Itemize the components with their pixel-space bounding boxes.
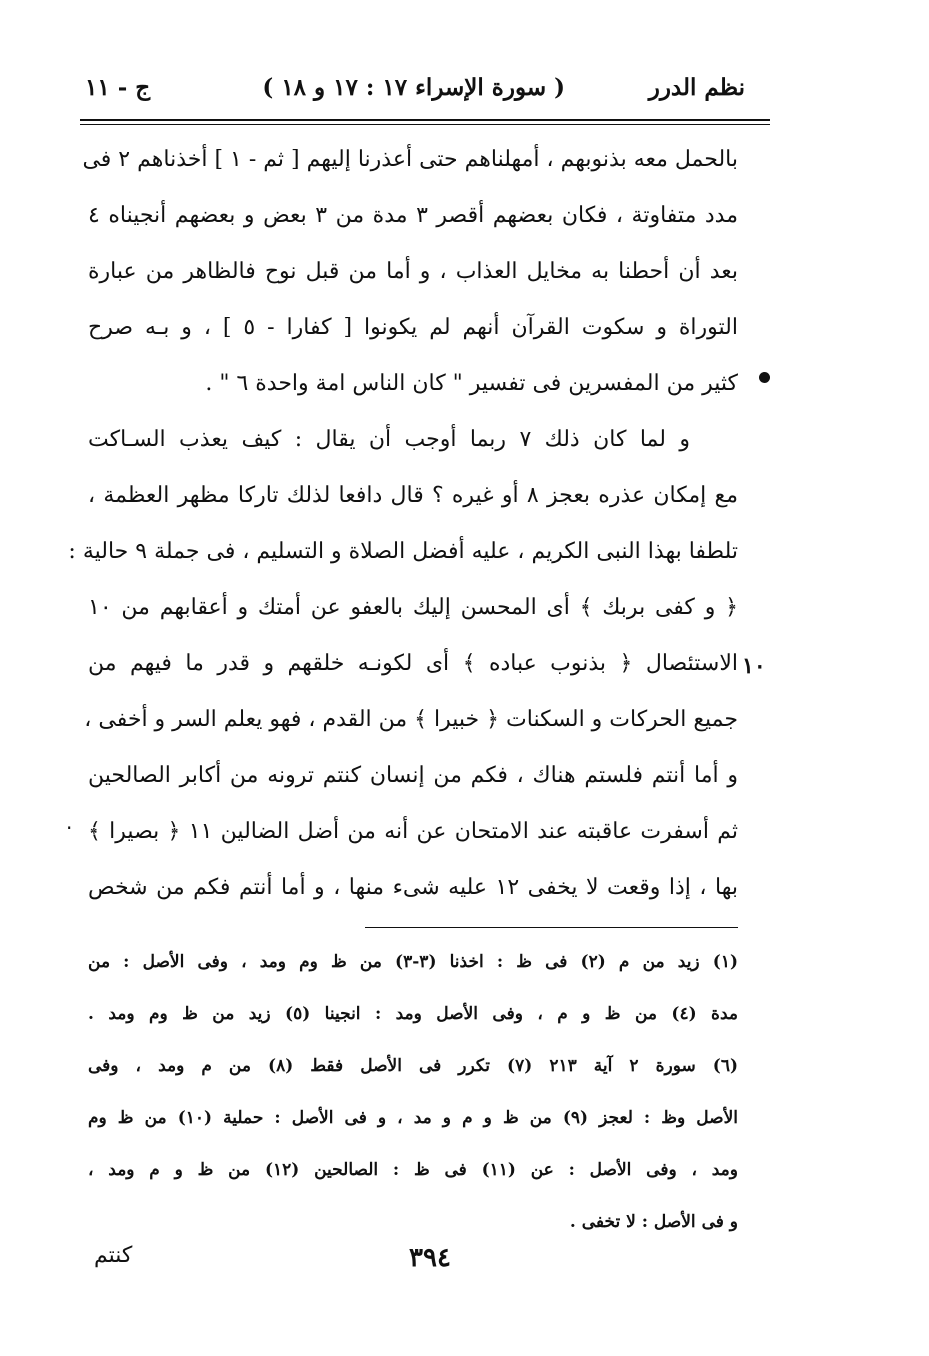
text-line: بالحمل معه بذنوبهم ، أمهلناهم حتى أعذرنا إليهم [ ثم - ١ ] أخذناهم ٢ فى <box>82 147 738 172</box>
text-line: بها ، إذا وقعت لا يخفى ١٢ عليه شىء منها ، و أما أنتم فكم من شخص <box>88 875 738 900</box>
surah-reference: ( سورة الإسراء ١٧ : ١٧ و ١٨ ) <box>262 74 565 101</box>
text-line: بعد أن أحطنا به مخايل العذاب ، و أما من قبل نوح فالظاهر من عبارة <box>88 259 738 284</box>
footnotes <box>88 936 738 1248</box>
text-line: تلطفا بهذا النبى الكريم ، عليه أفضل الصلاة و التسليم ، فى جملة ٩ حالية : <box>68 539 738 564</box>
footnote-line: و فى الأصل : لا تخفى . <box>569 1212 738 1232</box>
text-line: و لما كان ذلك ٧ ربما أوجب أن يقال : كيف يعذب السـاكت <box>88 427 690 452</box>
text-line: الاستئصال ﴿ بذنوب عباده ﴾ أى لكونـه خلقهم و قدر ما فيهم من <box>88 651 738 676</box>
text-line: التوراة و سكوت القرآن أنهم لم يكونوا [ كفارا - ٥ ] ، و بـه صرح <box>88 315 738 340</box>
header-rule-thin <box>80 124 770 125</box>
footnote-line: ومد ، وفى الأصل : عن (١١) فى ظ : الصالحين (١٢) من ظ و م ومد ، <box>88 1160 738 1180</box>
footnote-line: الأصل وظ : لعجز (٩) من ظ و م و مد ، و فى الأصل : حملية (١٠) من ظ وم <box>88 1108 738 1128</box>
page-number: ٣٩٤ <box>409 1243 451 1273</box>
margin-dot-mark: · <box>66 816 73 840</box>
text-line: كثير من المفسرين فى تفسير " كان الناس امة واحدة ٦ " . <box>205 371 738 396</box>
margin-bullet-mark <box>759 372 770 383</box>
footnote-line: (١) زيد من م (٢) فى ظ : اخذنا (٣-٣) من ظ وم ومد ، وفى الأصل : من <box>88 952 739 972</box>
text-line: ﴿ و كفى بربك ﴾ أى المحسن إليك بالعفو عن أمتك و أعقابهم من ١٠ <box>88 595 738 620</box>
text-line: مدد متفاوتة ، فكان بعضهم أقصر ٣ مدة من ٣ بعض و بعضهم أنجيناه ٤ <box>88 203 738 228</box>
running-header <box>85 66 745 110</box>
footnote-line: (٦) سورة ٢ آية ٢١٣ (٧) تكرر فى الأصل فقط (٨) من م ومد ، وفى <box>88 1056 738 1076</box>
text-line: مع إمكان عذره بعجز ٨ أو غيره ؟ قال دافعا لذلك تاركا مظهر العظمة ، <box>88 483 738 508</box>
text-line: جميع الحركات و السكنات ﴿ خبيرا ﴾ من القدم ، فهو يعلم السر و أخفى ، <box>84 707 738 732</box>
footnote-line: مدة (٤) من ظ و م ، وفى الأصل ومد : انجينا (٥) زيد من ظ وم ومد . <box>88 1004 738 1024</box>
catchword: كنتم <box>94 1243 133 1268</box>
header-rule <box>80 119 770 121</box>
volume-number: ج - ١١ <box>85 74 151 101</box>
text-line: ثم أسفرت عاقبته عند الامتحان عن أنه من أضل الضالين ١١ ﴿ بصيرا ﴾ <box>88 819 739 844</box>
book-title: نظم الدرر <box>648 74 745 101</box>
footnote-separator <box>365 927 738 928</box>
margin-line-number: ١٠ <box>742 653 766 679</box>
main-text <box>68 132 739 916</box>
text-line: و أما أنتم فلستم هناك ، فكم من إنسان كنتم ترونه من أكابر الصالحين <box>88 763 738 788</box>
